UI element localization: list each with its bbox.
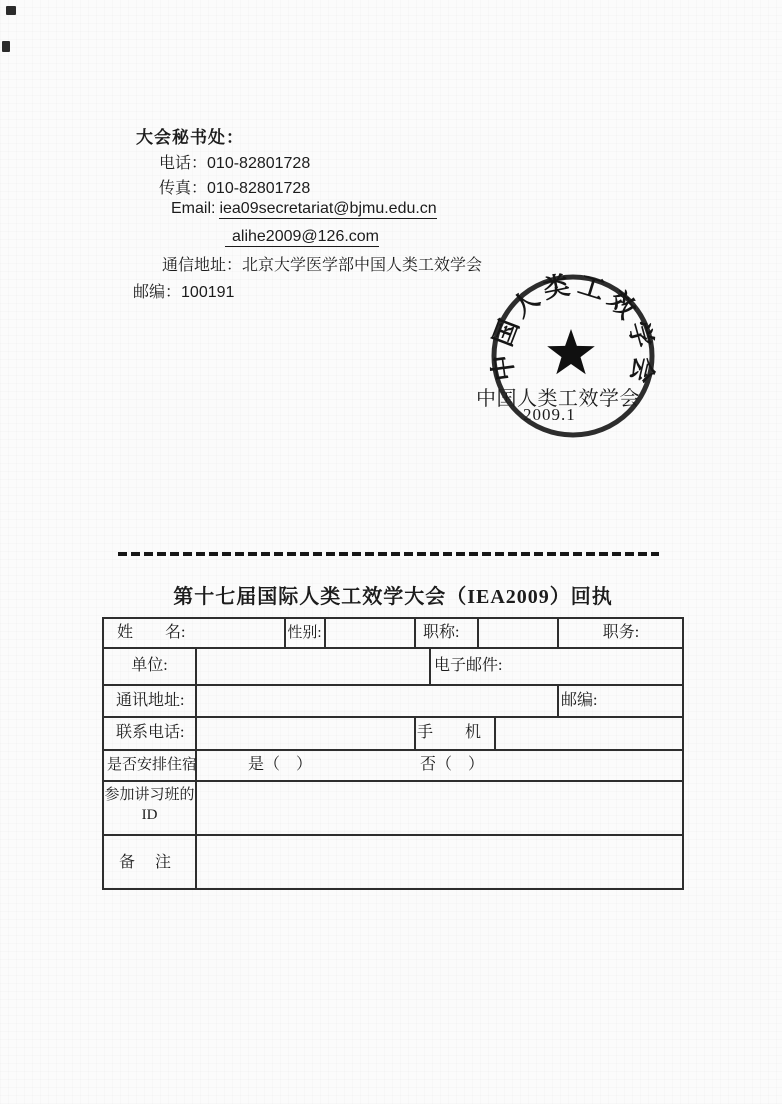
official-seal-stamp (487, 267, 659, 447)
column-divider (557, 685, 559, 717)
phone-line (159, 150, 310, 173)
postcode-label: 邮编： (133, 284, 182, 301)
organization-field-label: 单位: (131, 657, 168, 674)
workshop-id-label-line2: ID (141, 807, 158, 823)
email-label: Email: (171, 200, 216, 217)
reply-form-title: 第十七届国际人类工效学大会（IEA2009）回执 (173, 586, 613, 608)
remarks-value-area (197, 836, 684, 890)
stamp-arc-text: 中国人类工效学会 (487, 269, 659, 391)
postcode-field-label: 邮编: (561, 692, 598, 709)
secretariat-heading: 大会秘书处： (136, 128, 244, 147)
position-field-label: 职务: (602, 624, 640, 641)
mailing-address-field-label: 通讯地址: (116, 692, 185, 709)
mobile-value-area (496, 717, 684, 749)
fax-line (159, 175, 310, 198)
mobile-field-label: 手 机 (417, 724, 482, 741)
reply-form-table (102, 617, 684, 890)
address-line (162, 252, 482, 275)
accommodation-yes-option: 是（ ） (248, 756, 313, 773)
name-field-label: 姓 名: (117, 624, 186, 641)
column-divider (414, 717, 416, 750)
email-secondary-link: alihe2009@126.com (225, 228, 379, 247)
email-primary-link: iea09secretariat@bjmu.edu.cn (219, 200, 437, 217)
fax-value: 010-82801728 (207, 180, 311, 197)
postcode-line (133, 279, 234, 302)
stamp-date-text: 2009.1 (523, 405, 576, 424)
organization-value-area (197, 648, 429, 684)
address-value: 北京大学医学部中国人类工效学会 (242, 257, 483, 274)
remarks-field-label: 备 注 (119, 854, 174, 871)
contact-phone-value-area (197, 717, 414, 749)
svg-text:中国人类工效学会 (487, 269, 659, 390)
professional-title-field-label: 职称: (423, 624, 460, 641)
email-field-label: 电子邮件: (434, 657, 503, 674)
column-divider (429, 648, 431, 685)
professional-title-value-area (479, 619, 557, 647)
fax-label: 传真： (159, 180, 208, 197)
workshop-id-label-line1: 参加讲习班的 (104, 787, 195, 803)
column-divider (414, 619, 416, 648)
scan-artifact-mark-left (2, 41, 10, 52)
society-name-text: 中国人类工效学会 (476, 388, 640, 410)
email-secondary-line (225, 228, 379, 246)
email-line (171, 200, 437, 218)
postcode-value: 100191 (181, 284, 235, 301)
mailing-address-value-area (197, 685, 557, 716)
accommodation-no-option: 否（ ） (420, 756, 485, 773)
dashed-separator-line (118, 552, 659, 556)
name-value-area (197, 619, 284, 647)
phone-value: 010-82801728 (207, 155, 311, 172)
workshop-id-field-label (104, 785, 195, 825)
gender-value-area (326, 619, 414, 647)
workshop-id-value-area (197, 781, 684, 834)
accommodation-field-label: 是否安排住宿 (107, 757, 198, 773)
star-icon (547, 329, 595, 374)
address-label: 通信地址： (162, 257, 243, 274)
contact-phone-field-label: 联系电话: (116, 724, 185, 741)
gender-field-label: 性别: (287, 625, 322, 641)
phone-label: 电话： (159, 155, 208, 172)
scan-artifact-mark-top (6, 6, 16, 15)
